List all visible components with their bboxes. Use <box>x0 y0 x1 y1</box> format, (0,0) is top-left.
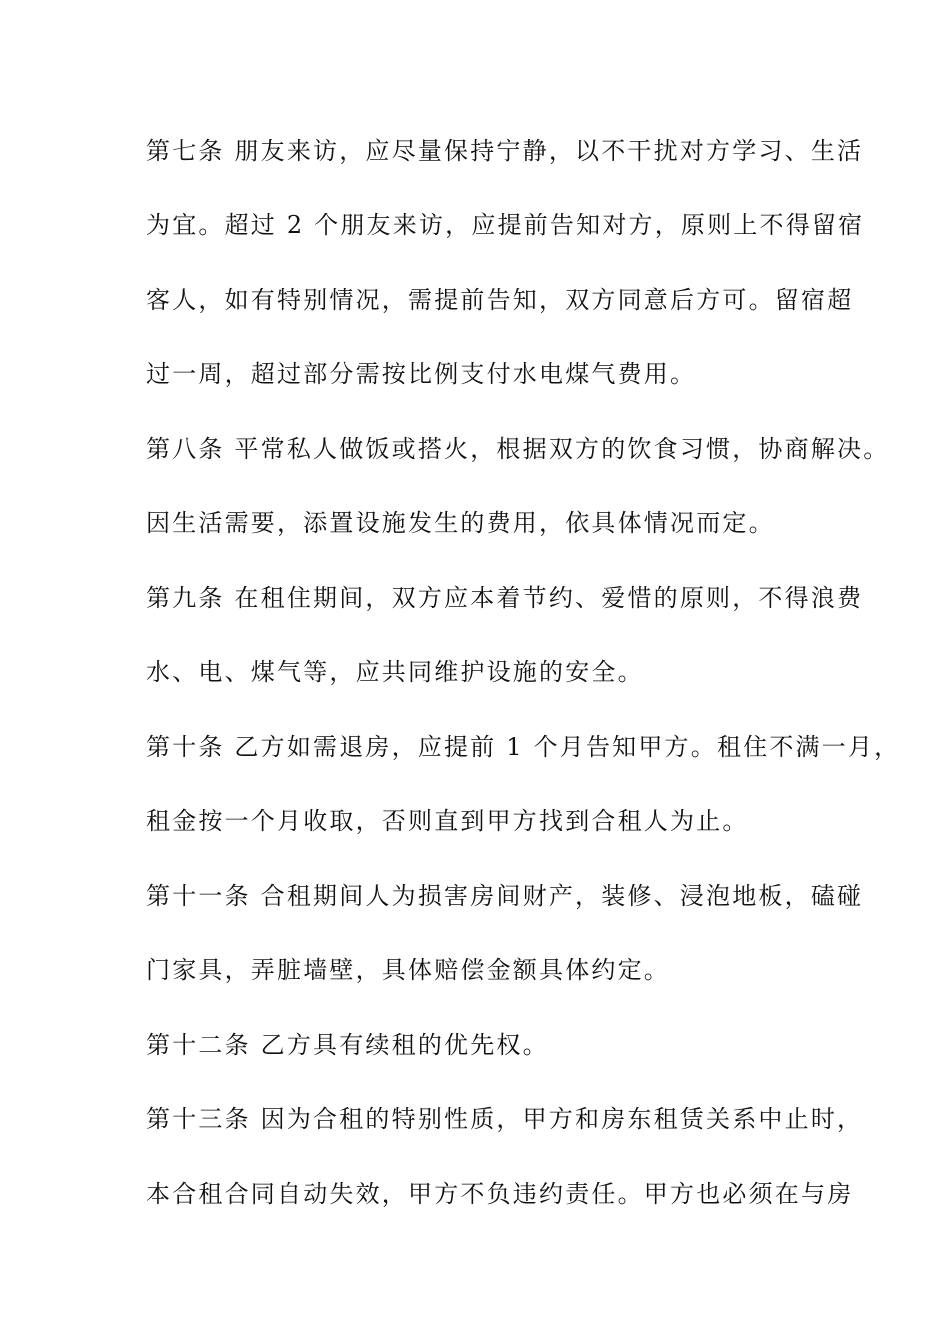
paragraph-line: 租金按一个月收取，否则直到甲方找到合租人为止。 <box>146 807 749 835</box>
paragraph-line: 因生活需要，添置设施发生的费用，依具体情况而定。 <box>146 509 775 537</box>
paragraph-line: 第十三条 因为合租的特别性质，甲方和房东租赁关系中止时， <box>146 1105 864 1133</box>
paragraph-line: 第十条 乙方如需退房，应提前 1 个月告知甲方。租住不满一月， <box>146 733 901 761</box>
paragraph-line: 客人，如有特别情况，需提前告知，双方同意后方可。留宿超 <box>146 286 854 314</box>
paragraph-line: 第七条 朋友来访，应尽量保持宁静，以不干扰对方学习、生活 <box>146 137 864 165</box>
paragraph-line: 第九条 在租住期间，双方应本着节约、爱惜的原则，不得浪费 <box>146 584 864 612</box>
paragraph-line: 门家具，弄脏墙壁，具体赔偿金额具体约定。 <box>146 956 670 984</box>
paragraph-line: 第八条 平常私人做饭或搭火，根据双方的饮食习惯，协商解决。 <box>146 435 890 463</box>
paragraph-line: 本合租合同自动失效，甲方不负违约责任。甲方也必须在与房 <box>146 1180 854 1208</box>
paragraph-line: 第十一条 合租期间人为损害房间财产，装修、浸泡地板，磕碰 <box>146 882 864 910</box>
paragraph-line: 第十二条 乙方具有续租的优先权。 <box>146 1031 549 1059</box>
paragraph-line: 水、电、煤气等，应共同维护设施的安全。 <box>146 658 644 686</box>
paragraph-line: 为宜。超过 2 个朋友来访，应提前告知对方，原则上不得留宿 <box>146 211 865 239</box>
paragraph-line: 过一周，超过部分需按比例支付水电煤气费用。 <box>146 360 697 388</box>
